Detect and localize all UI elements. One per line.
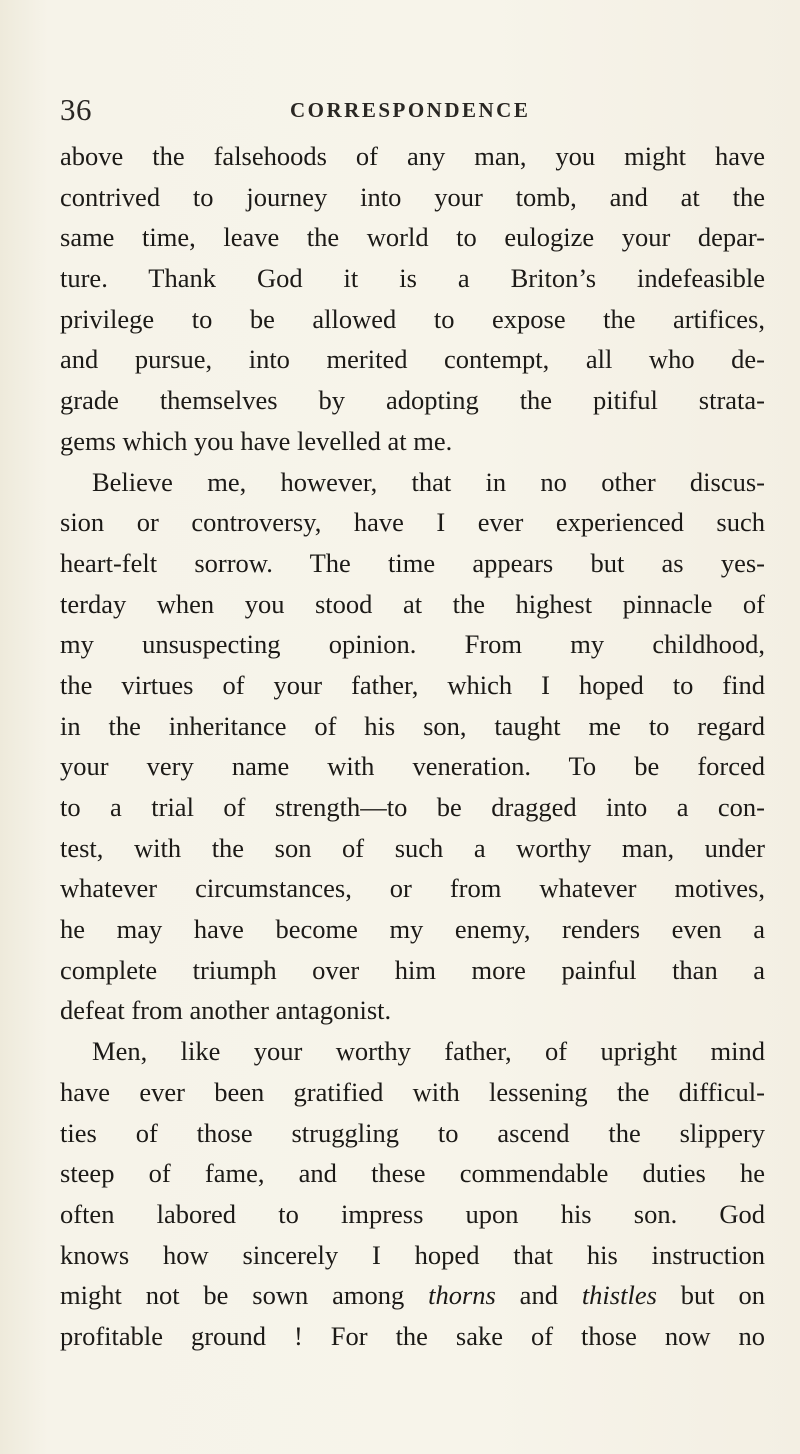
page-number: 36 [60, 92, 92, 127]
running-head: CORRESPONDENCE [290, 98, 531, 122]
text-line: whatever circumstances, or from whatever motives, [60, 873, 765, 904]
text-line-with-italics [60, 1275, 765, 1316]
text-segment: might not be sown among [60, 1280, 429, 1311]
text-segment: but on [656, 1280, 765, 1311]
text-line: sion or controversy, have I ever experienced such [60, 507, 765, 538]
body-text [60, 136, 765, 1357]
text-line: terday when you stood at the highest pinnacle of [60, 588, 765, 619]
italic-word-thistles: thistles [581, 1280, 657, 1311]
italic-word-thorns: thorns [428, 1280, 496, 1311]
text-line: in the inheritance of his son, taught me to regard [60, 710, 765, 741]
text-line: same time, leave the world to eulogize your depar- [60, 222, 765, 253]
text-line: Believe me, however, that in no other discus- [92, 466, 765, 497]
text-line: the virtues of your father, which I hoped to find [60, 669, 765, 700]
text-line: Men, like your worthy father, of upright mind [92, 1036, 765, 1067]
text-line: have ever been gratified with lessening the difficul- [60, 1076, 765, 1107]
text-line: and pursue, into merited contempt, all who de- [60, 344, 765, 375]
text-line: my unsuspecting opinion. From my childhood, [60, 629, 765, 660]
text-line: gems which you have levelled at me. [60, 425, 453, 456]
text-segment: and [495, 1280, 582, 1311]
text-line: ties of those struggling to ascend the slippery [60, 1117, 765, 1148]
text-line: privilege to be allowed to expose the artifices, [60, 303, 765, 334]
text-line: knows how sincerely I hoped that his instruction [60, 1239, 765, 1270]
text-line: to a trial of strength—to be dragged into a con- [60, 792, 765, 822]
text-line: above the falsehoods of any man, you might have [60, 141, 765, 171]
text-line: contrived to journey into your tomb, and at the [60, 181, 765, 212]
text-line: defeat from another antagonist. [60, 995, 392, 1026]
text-line: heart-felt sorrow. The time appears but as yes- [60, 547, 765, 578]
text-line: complete triumph over him more painful than a [60, 954, 765, 985]
text-line: often labored to impress upon his son. God [60, 1198, 765, 1229]
text-line: steep of fame, and these commendable duties he [60, 1158, 765, 1189]
text-line: profitable ground ! For the sake of those now no [60, 1320, 765, 1351]
text-line: test, with the son of such a worthy man, under [60, 832, 765, 863]
text-line: he may have become my enemy, renders even a [60, 914, 765, 945]
text-line: grade themselves by adopting the pitiful strata- [60, 385, 765, 416]
page-header [60, 92, 760, 132]
text-line: ture. Thank God it is a Briton’s indefeasible [60, 263, 765, 294]
text-line: your very name with veneration. To be forced [60, 751, 765, 782]
